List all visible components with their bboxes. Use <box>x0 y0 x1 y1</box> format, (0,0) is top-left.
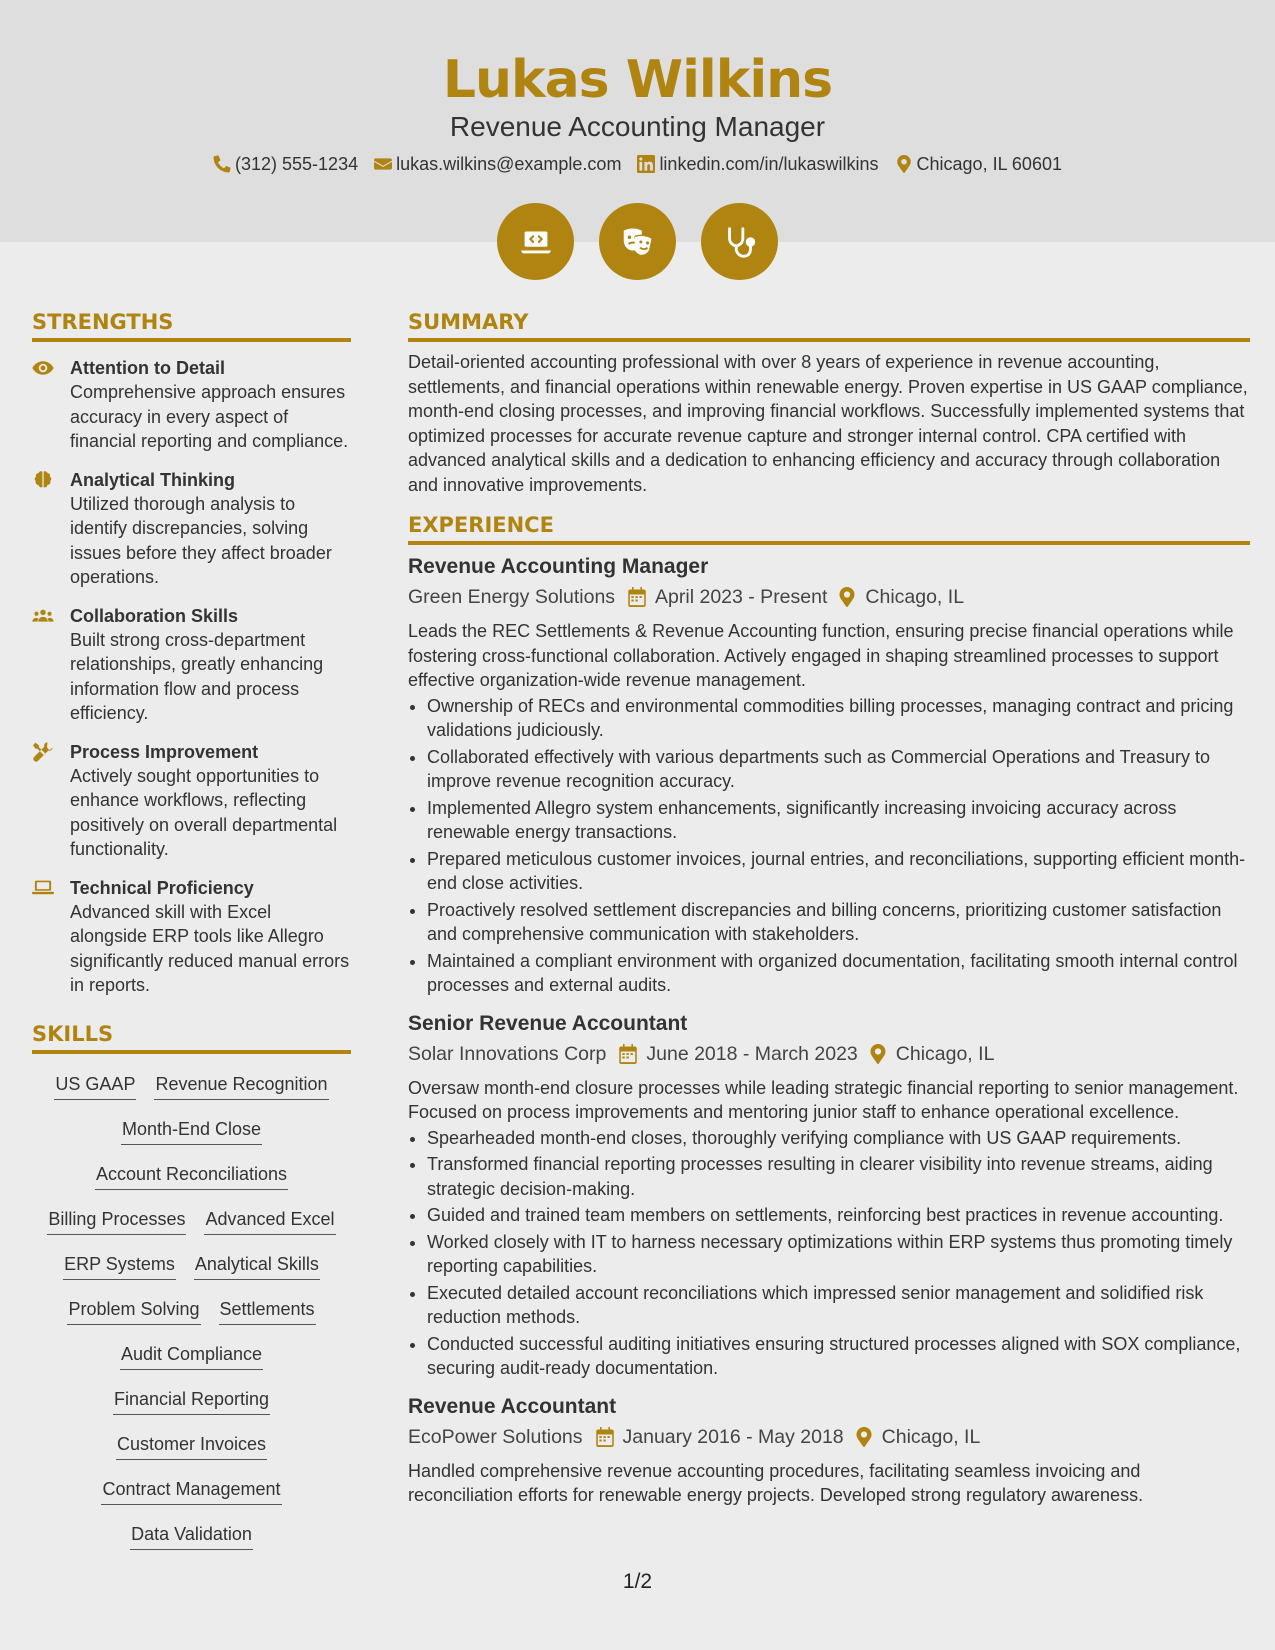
strength-item <box>32 740 351 862</box>
skill-tag: Advanced Excel <box>204 1207 335 1235</box>
job-description: Handled comprehensive revenue accounting procedures, facilitating seamless invoicing and reconciliation efforts for renewable energy projects. Developed strong regulatory awareness. <box>408 1460 1144 1505</box>
skill-tag: Account Reconciliations <box>95 1162 288 1190</box>
strength-desc: Built strong cross-department relationships, greatly enhancing information flow and process efficiency. <box>70 629 324 723</box>
job-entry <box>408 553 1250 998</box>
job-bullets <box>408 694 1250 998</box>
experience-heading: EXPERIENCE <box>408 511 1250 545</box>
strength-name: Technical Proficiency <box>70 877 254 898</box>
map-marker-icon <box>895 155 913 173</box>
phone-icon <box>213 155 231 173</box>
job-role: Revenue Accountant <box>408 1394 617 1418</box>
job-dates: April 2023 - Present <box>655 586 828 608</box>
job-description: Leads the REC Settlements & Revenue Accounting function, ensuring precise financial operations while fostering cross-functional collaboration. Actively engaged in shaping streamlined processes to support effective organization-wide revenue management. <box>408 621 1234 690</box>
bullet-item: • Collaborated effectively with various departments such as Commercial Operations and Treasury to improve revenue recognition accuracy. <box>427 745 1250 794</box>
bullet-item: • Transformed financial reporting processes resulting in clearer visibility into revenue streams, aiding strategic decision-making. <box>427 1152 1250 1201</box>
skill-tag: Audit Compliance <box>120 1342 263 1370</box>
strength-item <box>32 876 351 998</box>
job-location: Chicago, IL <box>865 586 965 608</box>
page-number: 1/2 <box>622 1570 653 1593</box>
strength-name: Process Improvement <box>70 741 259 762</box>
skill-tag: Revenue Recognition <box>154 1072 328 1100</box>
laptop-code-icon <box>497 203 574 280</box>
calendar-icon <box>618 1044 638 1064</box>
strength-item <box>32 356 351 454</box>
eye-icon <box>32 358 54 378</box>
strength-name: Collaboration Skills <box>70 605 239 626</box>
job-role: Senior Revenue Accountant <box>408 1011 688 1035</box>
skill-tag: Customer Invoices <box>116 1432 267 1460</box>
summary-text: Detail-oriented accounting professional with over 8 years of experience in revenue accounting, settlements, and financial operations within renewable energy. Proven expertise in US GAAP compliance, month-end closing processes, and improving financial workflows. Successfully implemented systems that optimized processes for accurate revenue capture and stronger internal control. CPA certified with advanced analytical skills and a dedication to enhancing efficiency and accuracy through collaboration and innovative improvements. <box>408 352 1248 495</box>
theater-masks-icon <box>599 203 676 280</box>
strength-desc: Utilized thorough analysis to identify discrepancies, solving issues before they affect broader operations. <box>70 493 332 587</box>
strength-desc: Advanced skill with Excel alongside ERP tools like Allegro significantly reduced manual errors in reports. <box>70 901 350 995</box>
summary-heading: SUMMARY <box>408 308 1250 342</box>
email-text: lukas.wilkins@example.com <box>396 154 622 174</box>
envelope-icon <box>374 155 392 173</box>
left-column <box>32 308 351 1561</box>
job-location: Chicago, IL <box>881 1425 981 1448</box>
job-meta <box>408 1423 1250 1451</box>
location-text: Chicago, IL 60601 <box>916 154 1062 174</box>
map-marker-icon <box>837 587 857 607</box>
skill-tag: US GAAP <box>54 1072 136 1100</box>
contact-location <box>895 152 1062 176</box>
skill-tag: Data Validation <box>130 1522 253 1550</box>
bullet-item: • Spearheaded month-end closes, thoroughly verifying compliance with US GAAP requirements. <box>427 1126 1250 1151</box>
job-meta <box>408 583 1250 611</box>
job-description: Oversaw month-end closure processes while leading strategic financial reporting to senior management. Focused on process improvements and mentoring junior staff to enhance operational excellence. <box>408 1077 1239 1122</box>
calendar-icon <box>627 587 647 607</box>
job-meta <box>408 1040 1250 1068</box>
laptop-icon <box>32 878 54 898</box>
job-entry <box>408 1393 1250 1508</box>
job-entry <box>408 1010 1250 1381</box>
skill-tag: Settlements <box>219 1297 316 1325</box>
strength-name: Analytical Thinking <box>70 469 236 490</box>
job-company: Green Energy Solutions <box>408 586 616 608</box>
contact-email[interactable] <box>374 152 621 176</box>
skills-list <box>32 1066 351 1561</box>
job-role: Revenue Accounting Manager <box>408 555 709 578</box>
map-marker-icon <box>868 1044 888 1064</box>
calendar-icon <box>595 1427 615 1447</box>
strength-desc: Actively sought opportunities to enhance workflows, reflecting positively on overall departmental functionality. <box>70 765 338 859</box>
users-icon <box>32 606 54 626</box>
strength-item <box>32 604 351 726</box>
linkedin-text: linkedin.com/in/lukaswilkins <box>659 154 879 174</box>
bullet-item: • Ownership of RECs and environmental commodities billing processes, managing contract and pricing validations judiciously. <box>427 694 1250 743</box>
bullet-item: • Proactively resolved settlement discrepancies and billing concerns, prioritizing customer satisfaction and comprehensive communication with stakeholders. <box>427 898 1250 947</box>
job-company: Solar Innovations Corp <box>408 1042 607 1065</box>
job-dates: June 2018 - March 2023 <box>646 1042 858 1065</box>
skill-tag: Analytical Skills <box>194 1252 320 1280</box>
skills-heading: SKILLS <box>32 1020 351 1054</box>
bullet-item: • Executed detailed account reconciliations which impressed senior management and solidified risk reduction methods. <box>427 1281 1250 1330</box>
bullet-item: • Prepared meticulous customer invoices, journal entries, and reconciliations, supporting efficient month-end close activities. <box>427 847 1250 896</box>
phone-text: (312) 555-1234 <box>235 154 359 174</box>
job-bullets <box>408 1126 1250 1381</box>
contact-phone[interactable] <box>213 152 358 176</box>
skill-tag: Problem Solving <box>67 1297 200 1325</box>
interest-icons <box>0 203 1275 280</box>
job-location: Chicago, IL <box>895 1042 995 1065</box>
bullet-item: • Conducted successful auditing initiatives ensuring structured processes aligned with SOX compliance, securing audit-ready documentation. <box>427 1332 1250 1381</box>
bullet-item: • Maintained a compliant environment with organized documentation, facilitating smooth internal control processes and external audits. <box>427 949 1250 998</box>
bullet-item: • Implemented Allegro system enhancements, significantly increasing invoicing accuracy across renewable energy transactions. <box>427 796 1250 845</box>
tools-icon <box>32 742 54 762</box>
right-column <box>408 308 1250 1508</box>
skill-tag: Billing Processes <box>47 1207 186 1235</box>
brain-icon <box>32 470 54 490</box>
job-dates: January 2016 - May 2018 <box>622 1425 844 1448</box>
bullet-item: • Guided and trained team members on settlements, reinforcing best practices in revenue accounting. <box>427 1203 1250 1228</box>
bullet-item: • Worked closely with IT to harness necessary optimizations within ERP systems thus promoting timely reporting capabilities. <box>427 1230 1250 1279</box>
skill-tag: ERP Systems <box>63 1252 176 1280</box>
strength-item <box>32 468 351 590</box>
linkedin-icon <box>637 155 655 173</box>
stethoscope-icon <box>701 203 778 280</box>
skill-tag: Contract Management <box>101 1477 281 1505</box>
contact-linkedin[interactable] <box>637 152 878 176</box>
candidate-name: Lukas Wilkins <box>442 50 833 110</box>
skill-tag: Financial Reporting <box>113 1387 270 1415</box>
job-title: Revenue Accounting Manager <box>449 111 826 142</box>
strength-desc: Comprehensive approach ensures accuracy in every aspect of financial reporting and compliance. <box>70 382 349 451</box>
map-marker-icon <box>854 1427 874 1447</box>
contact-bar <box>0 152 1275 176</box>
skill-tag: Month-End Close <box>121 1117 262 1145</box>
strengths-heading: STRENGTHS <box>32 308 351 342</box>
strength-name: Attention to Detail <box>70 358 225 378</box>
job-company: EcoPower Solutions <box>408 1425 583 1448</box>
